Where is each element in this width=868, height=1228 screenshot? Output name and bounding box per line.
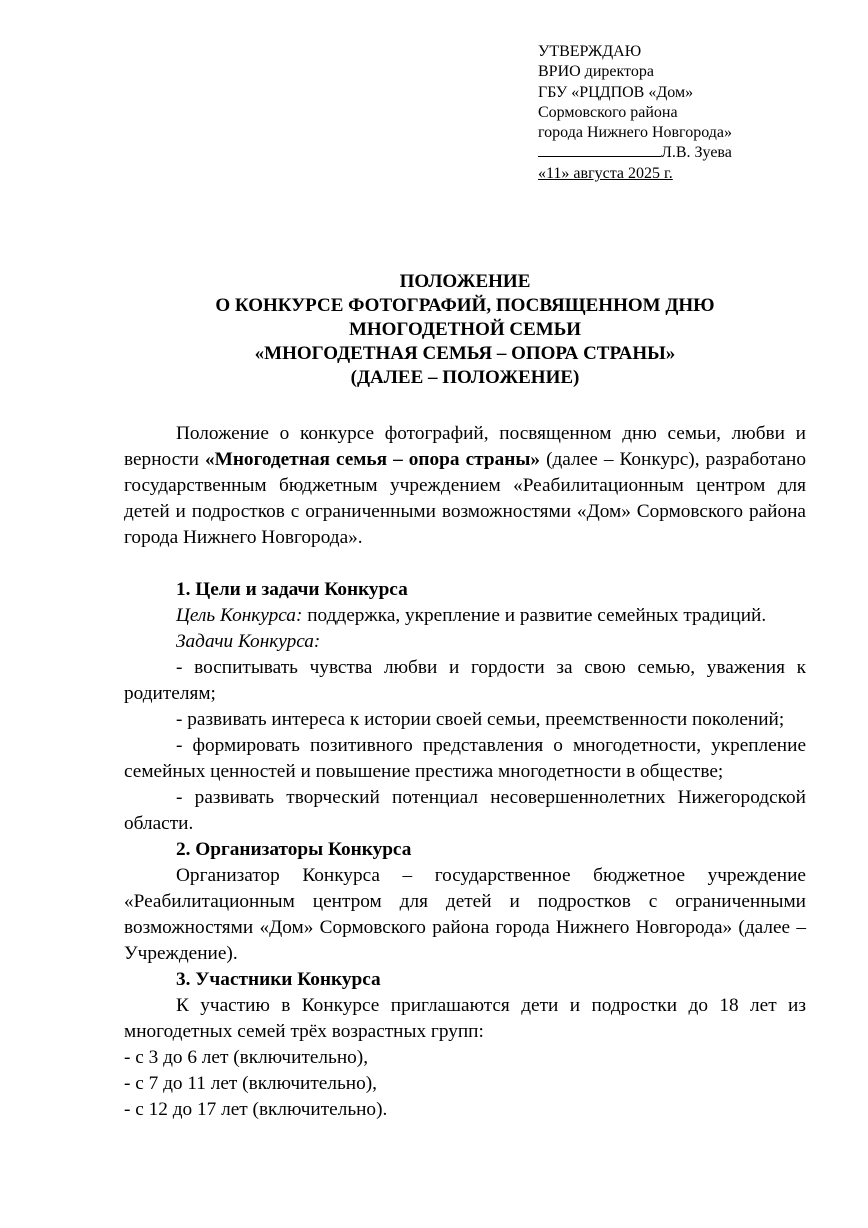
section-paragraph: К участию в Конкурсе приглашаются дети и подростки до 18 лет из многодетных семей трёх возрастных групп: xyxy=(124,995,806,1042)
approval-heading: УТВЕРЖДАЮ xyxy=(538,43,642,60)
title-line: «МНОГОДЕТНАЯ СЕМЬЯ – ОПОРА СТРАНЫ» xyxy=(254,343,676,364)
task-item: - развивать творческий потенциал несовершеннолетних Нижегородской области. xyxy=(124,787,806,834)
approval-city: города Нижнего Новгорода» xyxy=(538,124,732,142)
task-item: - воспитывать чувства любви и гордости за свою семью, уважения к родителям; xyxy=(124,657,806,704)
title-line: О КОНКУРСЕ ФОТОГРАФИЙ, ПОСВЯЩЕННОМ ДНЮ xyxy=(215,295,715,316)
approval-signer: Л.В. Зуева xyxy=(661,144,732,162)
contest-name: «Многодетная семья – опора страны» xyxy=(204,449,541,470)
document-title xyxy=(124,270,806,390)
title-line: (ДАЛЕЕ – ПОЛОЖЕНИЕ) xyxy=(350,367,580,388)
intro-paragraph xyxy=(124,421,806,551)
section-paragraph: Организатор Конкурса – государственное бюджетное учреждение «Реабилитационным центром для детей и подростков с ограниченными возможностями «Дом» Сормовского района города Нижнего Новгорода» (далее – Учреждение). xyxy=(124,865,806,964)
goal-label: Цель Конкурса: xyxy=(176,605,303,626)
goal-text: поддержка, укрепление и развитие семейных традиций. xyxy=(302,605,767,626)
section-heading: 2. Организаторы Конкурса xyxy=(176,839,412,860)
intro-text: (далее – Конкурс), разработано государственным бюджетным учреждением «Реабилитационным центром для детей и подростков с ограниченными возможностями «Дом» Сормовского района города Нижнего Новгорода». xyxy=(124,449,806,548)
signature-line xyxy=(538,143,661,157)
goal-paragraph xyxy=(124,603,806,629)
approval-signature-row xyxy=(538,143,732,163)
section-heading: 1. Цели и задачи Конкурса xyxy=(176,579,408,600)
document-body xyxy=(124,421,806,1123)
task-item: - формировать позитивного представления о многодетности, укрепление семейных ценностей и повышение престижа многодетности в обществе; xyxy=(124,735,806,782)
task-item: - развивать интереса к истории своей семьи, преемственности поколений; xyxy=(176,709,785,730)
approval-date: «11» августа 2025 г. xyxy=(538,164,673,182)
approval-position: ВРИО директора xyxy=(538,63,654,81)
section-heading: 3. Участники Конкурса xyxy=(176,969,381,990)
title-line: ПОЛОЖЕНИЕ xyxy=(399,271,531,292)
age-group-item: - с 12 до 17 лет (включительно). xyxy=(124,1099,388,1120)
tasks-label: Задачи Конкурса: xyxy=(176,631,321,652)
title-line: МНОГОДЕТНОЙ СЕМЬИ xyxy=(348,319,582,340)
approval-organization: ГБУ «РЦДПОВ «Дом» xyxy=(538,83,694,101)
approval-block xyxy=(538,42,732,184)
age-group-item: - с 3 до 6 лет (включительно), xyxy=(124,1047,369,1068)
intro-text: Положение о конкурсе фотографий, посвященном дню семьи, любви и верности xyxy=(124,423,806,470)
age-group-item: - с 7 до 11 лет (включительно), xyxy=(124,1073,377,1094)
approval-district: Сормовского района xyxy=(538,103,678,121)
